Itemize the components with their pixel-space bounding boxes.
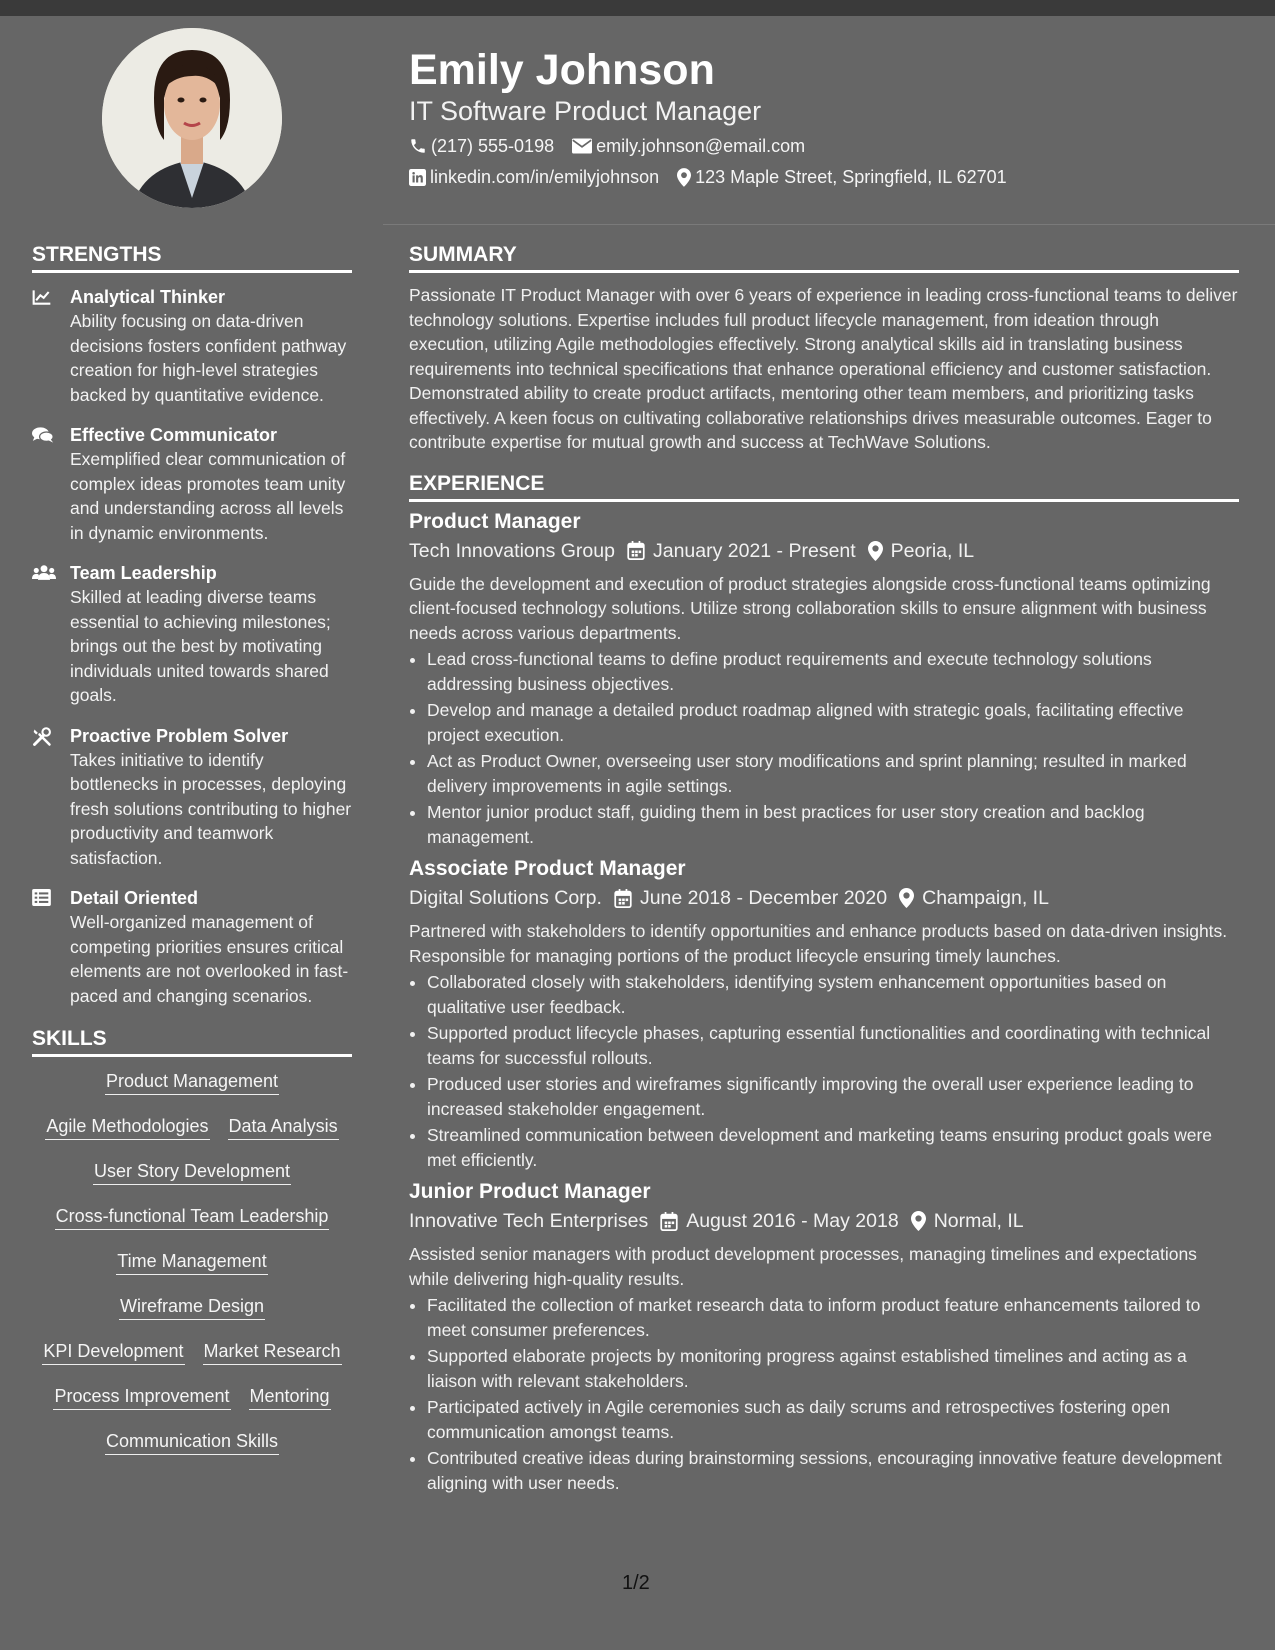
strength-item [32, 423, 352, 545]
chart-line-icon [32, 288, 52, 306]
job-bullet: • Produced user stories and wireframes significantly improving the overall user experience leading to increased stakeholder engagement. [427, 1072, 1239, 1121]
strength-title: Detail Oriented [70, 888, 199, 908]
candidate-name: Emily Johnson [409, 46, 715, 94]
skill-tag: Market Research [203, 1339, 342, 1365]
linkedin-icon [409, 169, 426, 186]
job-bullet: • Streamlined communication between development and marketing teams ensuring product goals were met efficiently. [427, 1123, 1239, 1172]
strength-item [32, 886, 352, 1008]
users-icon [32, 564, 56, 582]
skill-tag: Data Analysis [228, 1114, 339, 1140]
skill-tag: Cross-functional Team Leadership [55, 1204, 330, 1230]
main-column [409, 240, 1239, 1497]
strength-desc: Well-organized management of competing priorities ensures critical elements are not overlooked in fast-paced and changing scenarios. [70, 912, 349, 1006]
summary-heading: SUMMARY [409, 240, 1239, 273]
job-title: Junior Product Manager [409, 1180, 651, 1203]
experience-heading: EXPERIENCE [409, 469, 1239, 502]
strength-desc: Skilled at leading diverse teams essential to achieving milestones; brings out the best by motivating individuals united towards shared goals. [70, 587, 331, 705]
map-marker-icon [899, 888, 914, 908]
calendar-icon [614, 889, 632, 908]
job-bullet: • Develop and manage a detailed product roadmap aligned with strategic goals, facilitating effective project execution. [427, 698, 1239, 747]
strength-title: Effective Communicator [70, 425, 278, 445]
email-text: emily.johnson@email.com [596, 136, 806, 156]
job-location: Champaign, IL [922, 887, 1049, 909]
summary-text: Passionate IT Product Manager with over 6 years of experience in leading cross-functional teams to deliver technology solutions. Expertise includes full product lifecycle management, from ideation through execution, utilizing Agile methodologies effectively. Strong analytical skills aid in translating business requirements into technical specifications that enhance operational efficiency and customer satisfaction. Demonstrated ability to create product artifacts, mentoring other team members, and prioritizing tasks effectively. A keen focus on cultivating collaborative relationships drives measurable outcomes. Eager to contribute expertise for mutual growth and success at TechWave Solutions. [409, 285, 1238, 452]
top-bar [0, 0, 1275, 16]
skill-tag: Communication Skills [105, 1429, 279, 1455]
job-bullet: • Act as Product Owner, overseeing user story modifications and sprint planning; resulted in marked delivery improvements in agile settings. [427, 749, 1239, 798]
job-bullet: • Supported product lifecycle phases, capturing essential functionalities and coordinating with technical teams for successful rollouts. [427, 1021, 1239, 1070]
phone-contact[interactable] [409, 134, 554, 158]
job-bullet: • Facilitated the collection of market research data to inform product feature enhancements tailored to meet consumer preferences. [427, 1293, 1239, 1342]
job-title: Associate Product Manager [409, 857, 686, 880]
experience-entry [409, 855, 1239, 1172]
list-icon [32, 889, 51, 906]
company-name: Innovative Tech Enterprises [409, 1210, 649, 1232]
job-bullet: • Participated actively in Agile ceremonies such as daily scrums and retrospectives fostering open communication amongst teams. [427, 1395, 1239, 1444]
strength-title: Proactive Problem Solver [70, 725, 289, 746]
email-contact[interactable] [572, 134, 805, 158]
linkedin-contact[interactable] [409, 165, 659, 189]
strength-title: Team Leadership [70, 563, 217, 583]
job-meta [409, 883, 1239, 913]
job-bullet: • Mentor junior product staff, guiding them in best practices for user story creation and backlog management. [427, 800, 1239, 849]
tools-icon [32, 727, 52, 747]
job-meta [409, 1206, 1239, 1236]
strength-title: Analytical Thinker [70, 287, 226, 307]
phone-text: (217) 555-0198 [431, 136, 555, 156]
job-dates: January 2021 - Present [652, 539, 856, 562]
skill-tag: Wireframe Design [119, 1294, 265, 1320]
experience-entry [409, 1178, 1239, 1495]
address-text: 123 Maple Street, Springfield, IL 62701 [695, 167, 1007, 187]
address-contact [677, 165, 1007, 189]
job-bullets [409, 1293, 1239, 1495]
calendar-icon [627, 541, 645, 560]
strength-item [32, 561, 352, 708]
job-description: Guide the development and execution of product strategies alongside cross-functional teams optimizing client-focused technology solutions. Utilize strong collaboration skills to ensure alignment with business needs across various departments. [409, 573, 1211, 643]
skills-list [32, 1069, 352, 1474]
skill-tag: Time Management [116, 1249, 267, 1275]
map-marker-icon [911, 1211, 926, 1231]
job-description: Partnered with stakeholders to identify opportunities and enhance products based on data-driven insights. Responsible for managing portions of the product lifecycle ensuring timely launches. [409, 921, 1228, 966]
job-bullet: • Collaborated closely with stakeholders, identifying system enhancement opportunities based on qualitative user feedback. [427, 970, 1239, 1019]
company-name: Digital Solutions Corp. [409, 887, 602, 909]
job-bullets [409, 970, 1239, 1172]
header-divider [383, 224, 1275, 225]
profile-photo [102, 28, 282, 208]
company-name: Tech Innovations Group [409, 539, 615, 562]
job-title: Product Manager [409, 509, 581, 533]
phone-icon [409, 137, 427, 155]
page-number: 1/2 [622, 1572, 650, 1594]
job-meta [409, 536, 1239, 566]
sidebar [32, 240, 352, 1474]
contact-row-2 [409, 165, 1025, 189]
linkedin-text: linkedin.com/in/emilyjohnson [430, 167, 660, 187]
skill-tag: KPI Development [42, 1339, 184, 1365]
skill-tag: Process Improvement [53, 1384, 230, 1410]
envelope-icon [572, 138, 592, 154]
candidate-title: IT Software Product Manager [409, 96, 762, 126]
job-location: Peoria, IL [890, 539, 975, 562]
map-marker-icon [677, 168, 691, 187]
job-bullets [409, 647, 1239, 849]
job-bullet: • Lead cross-functional teams to define product requirements and execute technology solutions addressing business objectives. [427, 647, 1239, 696]
job-dates: August 2016 - May 2018 [686, 1210, 899, 1232]
contact-row-1 [409, 134, 823, 158]
map-marker-icon [868, 541, 883, 561]
experience-entry [409, 508, 1239, 850]
comments-icon [32, 426, 54, 444]
job-description: Assisted senior managers with product development processes, managing timelines and expectations while delivering high-quality results. [409, 1244, 1197, 1289]
strength-desc: Exemplified clear communication of complex ideas promotes team unity and understanding across all levels in dynamic environments. [70, 449, 346, 543]
skill-tag: Product Management [105, 1069, 279, 1095]
skills-heading: SKILLS [32, 1024, 352, 1057]
job-location: Normal, IL [933, 1210, 1024, 1232]
calendar-icon [660, 1212, 678, 1231]
skill-tag: Agile Methodologies [45, 1114, 209, 1140]
job-bullet: • Contributed creative ideas during brainstorming sessions, encouraging innovative feature development aligning with user needs. [427, 1446, 1239, 1495]
job-bullet: • Supported elaborate projects by monitoring progress against established timelines and acting as a liaison with relevant stakeholders. [427, 1344, 1239, 1393]
strength-desc: Takes initiative to identify bottlenecks in processes, deploying fresh solutions contributing to higher productivity and teamwork satisfaction. [70, 749, 352, 868]
strength-desc: Ability focusing on data-driven decisions fosters confident pathway creation for high-level strategies backed by quantitative evidence. [70, 311, 347, 405]
skill-tag: User Story Development [93, 1159, 291, 1185]
job-dates: June 2018 - December 2020 [639, 887, 888, 909]
skill-tag: Mentoring [249, 1384, 331, 1410]
strengths-heading: STRENGTHS [32, 240, 352, 273]
strength-item [32, 285, 352, 407]
strength-item [32, 724, 352, 871]
